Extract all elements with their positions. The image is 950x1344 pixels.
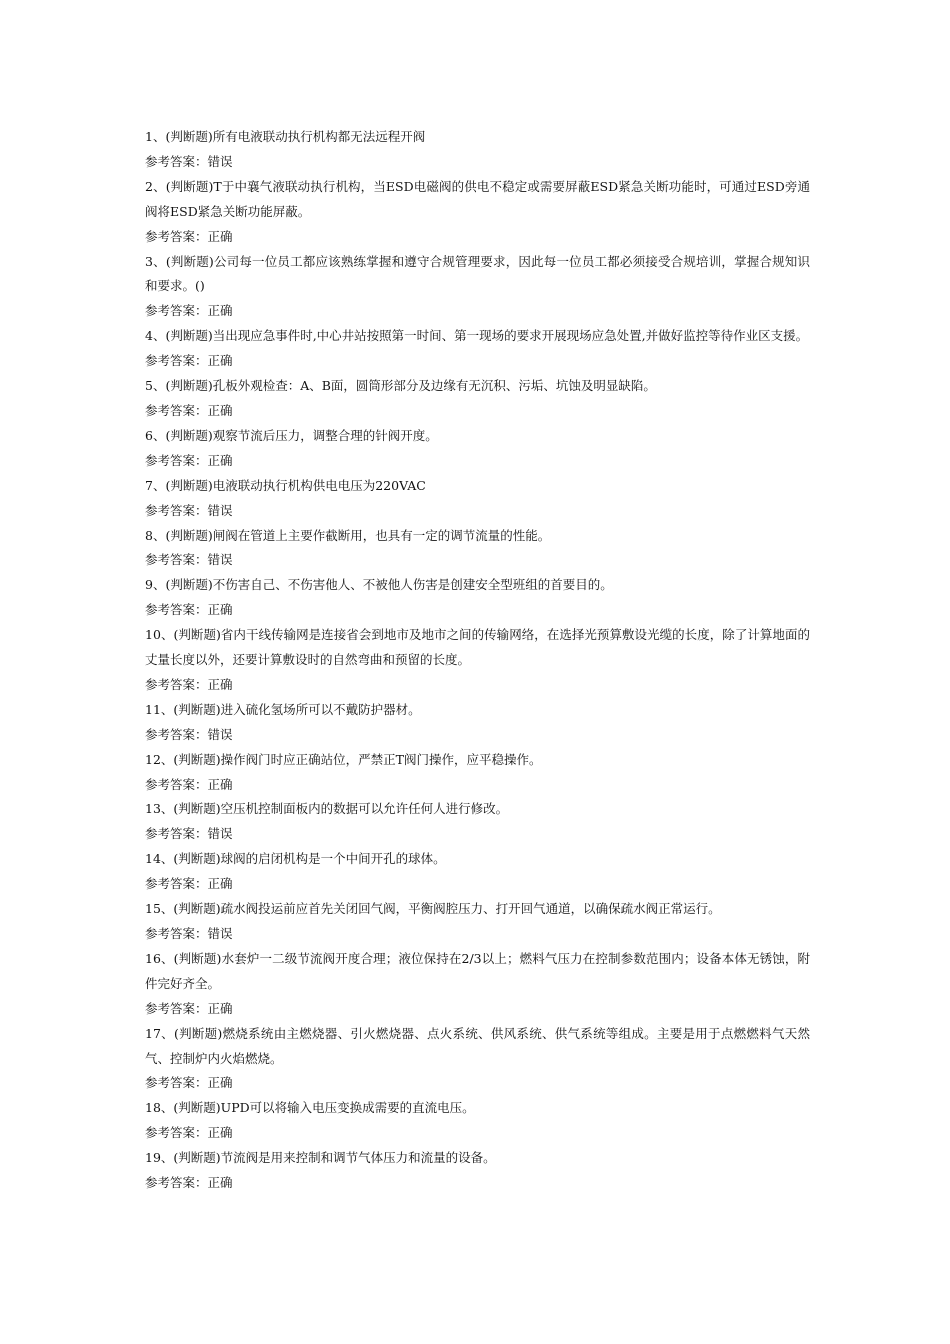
question-text: 6、(判断题)观察节流后压力，调整合理的针阀开度。 <box>145 427 438 443</box>
question-text: 14、(判断题)球阀的启闭机构是一个中间开孔的球体。 <box>145 851 446 867</box>
question-text: 17、(判断题)燃烧系统由主燃烧器、引火燃烧器、点火系统、供风系统、供气系统等组成。主要是用于点燃燃料气天然气、控制炉内火焰燃烧。 <box>145 1025 810 1066</box>
question-text: 10、(判断题)省内干线传输网是连接省会到地市及地市之间的传输网络，在选择光预算敷设光缆的长度，除了计算地面的丈量长度以外，还要计算敷设时的自然弯曲和预留的长度。 <box>145 627 810 668</box>
answer-text: 参考答案：正确 <box>145 228 233 244</box>
question-item <box>145 1022 810 1097</box>
answer-text: 参考答案：正确 <box>145 1000 233 1016</box>
question-text: 8、(判断题)闸阀在管道上主要作截断用，也具有一定的调节流量的性能。 <box>145 527 551 543</box>
answer-text: 参考答案：正确 <box>145 776 233 792</box>
question-text: 16、(判断题)水套炉一二级节流阀开度合理；液位保持在2/3以上；燃料气压力在控制参数范围内；设备本体无锈蚀，附件完好齐全。 <box>145 950 810 991</box>
question-text: 9、(判断题)不伤害自己、不伤害他人、不被他人伤害是创建安全型班组的首要目的。 <box>145 577 613 593</box>
answer-text: 参考答案：正确 <box>145 876 233 892</box>
question-item <box>145 374 810 424</box>
answer-text: 参考答案：错误 <box>145 502 233 518</box>
answer-text: 参考答案：错误 <box>145 552 233 568</box>
question-text: 19、(判断题)节流阀是用来控制和调节气体压力和流量的设备。 <box>145 1150 496 1166</box>
question-item <box>145 324 810 374</box>
question-item <box>145 125 810 175</box>
question-item <box>145 698 810 748</box>
question-item <box>145 424 810 474</box>
question-item <box>145 748 810 798</box>
question-item <box>145 175 810 250</box>
question-list <box>145 125 810 1196</box>
question-text: 4、(判断题)当出现应急事件时,中心井站按照第一时间、第一现场的要求开展现场应急处置,并做好监控等待作业区支援。 <box>145 328 809 344</box>
question-text: 2、(判断题)T于中襄气液联动执行机构，当ESD电磁阀的供电不稳定或需要屏蔽ESD紧急关断功能时，可通过ESD旁通阀将ESD紧急关断功能屏蔽。 <box>145 178 810 219</box>
answer-text: 参考答案：正确 <box>145 452 233 468</box>
answer-text: 参考答案：正确 <box>145 353 233 369</box>
answer-text: 参考答案：正确 <box>145 402 233 418</box>
question-text: 11、(判断题)进入硫化氢场所可以不戴防护器材。 <box>145 701 421 717</box>
answer-text: 参考答案：正确 <box>145 1075 233 1091</box>
question-text: 7、(判断题)电液联动执行机构供电电压为220VAC <box>145 477 426 493</box>
question-text: 18、(判断题)UPD可以将输入电压变换成需要的直流电压。 <box>145 1100 475 1116</box>
question-item <box>145 797 810 847</box>
question-text: 13、(判断题)空压机控制面板内的数据可以允许任何人进行修改。 <box>145 801 509 817</box>
answer-text: 参考答案：正确 <box>145 1175 233 1191</box>
question-item <box>145 474 810 524</box>
answer-text: 参考答案：正确 <box>145 602 233 618</box>
question-item <box>145 847 810 897</box>
question-text: 15、(判断题)疏水阀投运前应首先关闭回气阀，平衡阀腔压力、打开回气通道，以确保疏水阀正常运行。 <box>145 901 721 917</box>
answer-text: 参考答案：正确 <box>145 1125 233 1141</box>
answer-text: 参考答案：错误 <box>145 153 233 169</box>
question-text: 12、(判断题)操作阀门时应正确站位，严禁正T阀门操作，应平稳操作。 <box>145 751 542 767</box>
answer-text: 参考答案：错误 <box>145 726 233 742</box>
question-text: 3、(判断题)公司每一位员工都应该熟练掌握和遵守合规管理要求，因此每一位员工都必须接受合规培训，掌握合规知识和要求。() <box>145 253 810 294</box>
question-item <box>145 1096 810 1146</box>
question-item <box>145 524 810 574</box>
question-item <box>145 897 810 947</box>
answer-text: 参考答案：正确 <box>145 676 233 692</box>
question-item <box>145 573 810 623</box>
question-text: 5、(判断题)孔板外观检查：A、B面，圆筒形部分及边缘有无沉积、污垢、坑蚀及明显缺陷。 <box>145 378 656 394</box>
question-item <box>145 623 810 698</box>
question-item <box>145 947 810 1022</box>
question-item <box>145 1146 810 1196</box>
question-text: 1、(判断题)所有电液联动执行机构都无法远程开阀 <box>145 129 426 144</box>
answer-text: 参考答案：正确 <box>145 303 233 319</box>
question-item <box>145 250 810 325</box>
answer-text: 参考答案：错误 <box>145 826 233 842</box>
answer-text: 参考答案：错误 <box>145 926 233 941</box>
